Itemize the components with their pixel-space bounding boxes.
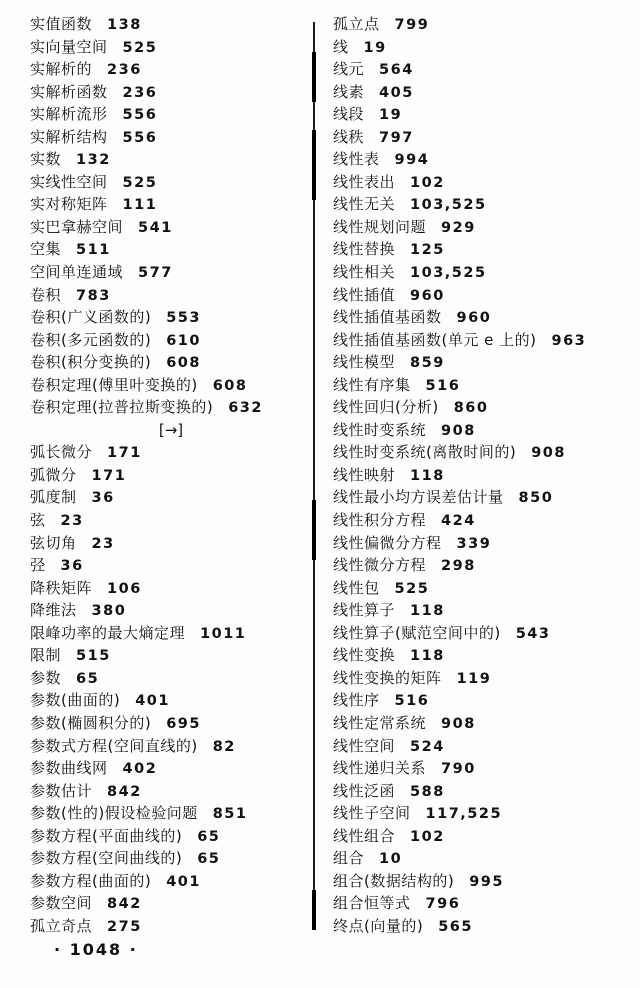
entry-term: 线元 (333, 60, 365, 79)
entry-page-number: 65 (197, 851, 221, 868)
entry-page-number: 380 (91, 603, 127, 620)
entry-term: 空间单连通域 (30, 263, 124, 282)
column-divider-line (313, 22, 315, 930)
index-entry (30, 238, 312, 261)
entry-term: 卷积定理(拉普拉斯变换的) (30, 398, 214, 417)
entry-term: 线性表出 (333, 172, 396, 191)
index-entry (333, 306, 633, 329)
entry-page-number: 541 (138, 219, 173, 236)
entry-term: 线 (333, 37, 349, 56)
entry-page-number: 65 (76, 670, 100, 687)
entry-term: 线性最小均方误差估计量 (333, 488, 504, 507)
entry-page-number: 405 (379, 84, 414, 101)
entry-term: 孤立点 (333, 15, 380, 33)
index-entry (30, 374, 312, 397)
index-entry (30, 193, 312, 216)
entry-term: 参数方程(平面曲线的) (30, 826, 183, 845)
index-entry (333, 441, 633, 464)
entry-page-number: 65 (197, 828, 221, 845)
index-entry (30, 644, 312, 667)
index-entry (30, 103, 312, 126)
entry-term: 线性表 (333, 150, 380, 169)
index-entry (30, 261, 312, 284)
index-entry (30, 126, 312, 149)
index-entry (333, 892, 633, 915)
index-entry (333, 193, 633, 216)
entry-term: 线性组合 (333, 826, 396, 845)
index-entry (30, 284, 312, 307)
entry-page-number: 171 (107, 445, 142, 462)
index-entry (333, 284, 633, 307)
index-entry (333, 847, 633, 870)
index-entry (333, 825, 633, 848)
entry-term: 线性微分方程 (333, 556, 427, 575)
index-entry (30, 825, 312, 848)
index-entry (333, 735, 633, 758)
entry-term: 限制 (30, 646, 62, 665)
index-entry (30, 915, 312, 938)
entry-term: 线性变换 (333, 646, 396, 665)
entry-page-number: 118 (410, 467, 445, 484)
entry-term: 参数方程(曲面的) (30, 871, 152, 890)
entry-page-number: 402 (122, 761, 158, 778)
entry-page-number: 908 (441, 422, 476, 439)
index-entry (333, 622, 633, 645)
index-entry (333, 374, 633, 397)
entry-page-number: 298 (441, 558, 476, 575)
entry-term: 实线性空间 (30, 172, 108, 191)
entry-term: 线性映射 (333, 465, 396, 484)
entry-page-number: 610 (166, 332, 201, 349)
entry-page-number: 842 (107, 896, 142, 913)
entry-page-number: 36 (91, 490, 115, 507)
entry-term: 终点(向量的) (333, 916, 424, 935)
index-entry (30, 689, 312, 712)
entry-page-number: 103,525 (410, 197, 487, 214)
entry-page-number: 118 (410, 603, 445, 620)
index-entry (333, 464, 633, 487)
entry-page-number: 543 (515, 625, 551, 642)
entry-term: 参数方程(空间曲线的) (30, 849, 183, 868)
entry-term: 限峰功率的最大熵定理 (30, 623, 186, 642)
entry-page-number: 19 (379, 107, 403, 124)
index-entry (333, 148, 633, 171)
entry-term: 线性相关 (333, 263, 396, 282)
index-entry (333, 509, 633, 532)
index-entry (333, 644, 633, 667)
entry-page-number: 960 (456, 310, 492, 327)
index-entry (30, 712, 312, 735)
entry-term: 线性积分方程 (333, 511, 427, 530)
index-entry (30, 599, 312, 622)
entry-term: 实解析流形 (30, 105, 108, 124)
entry-term: 线性空间 (333, 736, 396, 755)
entry-page-number: 516 (394, 693, 430, 710)
entry-term: 空集 (30, 240, 62, 259)
entry-page-number: 842 (107, 783, 142, 800)
index-entry (333, 802, 633, 825)
index-entry (333, 171, 633, 194)
divider-ink-blob (312, 130, 316, 200)
index-entry (333, 915, 633, 938)
entry-term: 实值函数 (30, 15, 93, 33)
entry-page-number: 565 (438, 918, 473, 935)
entry-term: 孤立奇点 (30, 916, 93, 935)
continuation-marker: [→] (158, 420, 184, 439)
entry-page-number: 960 (410, 287, 445, 304)
index-entry (333, 667, 633, 690)
entry-term: 线性插值 (333, 285, 396, 304)
entry-page-number: 908 (531, 445, 566, 462)
page-number-footer: · 1048 · (54, 940, 138, 959)
index-entry (30, 577, 312, 600)
index-entry (30, 306, 312, 329)
entry-term: 线性替换 (333, 240, 396, 259)
entry-term: 卷积(积分变换的) (30, 353, 152, 372)
index-entry (333, 554, 633, 577)
entry-page-number: 1011 (200, 625, 247, 642)
entry-page-number: 995 (469, 873, 504, 890)
entry-page-number: 102 (410, 174, 445, 191)
entry-page-number: 516 (425, 377, 461, 394)
index-column-left (30, 13, 312, 937)
entry-term: 线性回归(分析) (333, 398, 439, 417)
entry-term: 弦 (30, 511, 46, 530)
entry-term: 线性模型 (333, 353, 396, 372)
index-entry (30, 892, 312, 915)
index-entry (30, 486, 312, 509)
entry-page-number: 275 (107, 918, 142, 935)
entry-page-number: 138 (107, 17, 142, 33)
divider-ink-blob (312, 52, 316, 102)
entry-page-number: 339 (456, 535, 492, 552)
index-entry (333, 103, 633, 126)
entry-term: 线性算子 (333, 601, 396, 620)
entry-term: 参数估计 (30, 781, 93, 800)
entry-page-number: 850 (518, 490, 554, 507)
entry-page-number: 859 (410, 355, 445, 372)
entry-term: 弧度制 (30, 488, 77, 507)
entry-page-number: 608 (212, 377, 248, 394)
entry-term: 组合 (333, 849, 365, 868)
index-entry (333, 13, 633, 36)
entry-page-number: 236 (122, 84, 158, 101)
entry-term: 线段 (333, 105, 365, 124)
entry-page-number: 424 (441, 513, 476, 530)
index-entry (30, 509, 312, 532)
index-entry (333, 36, 633, 59)
index-entry (30, 847, 312, 870)
entry-page-number: 608 (166, 355, 201, 372)
entry-term: 参数 (30, 668, 62, 687)
entry-page-number: 797 (379, 129, 414, 146)
entry-page-number: 851 (212, 806, 248, 823)
index-entry (30, 667, 312, 690)
entry-term: 线性有序集 (333, 375, 411, 394)
index-entry (333, 689, 633, 712)
entry-page-number: 171 (91, 467, 127, 484)
index-entry (333, 81, 633, 104)
entry-page-number: 556 (122, 107, 158, 124)
index-entry (30, 148, 312, 171)
entry-term: 线性偏微分方程 (333, 533, 442, 552)
entry-page-number: 799 (394, 17, 430, 33)
entry-term: 线性插值基函数(单元 e 上的) (333, 330, 537, 349)
entry-page-number: 525 (122, 39, 158, 56)
index-entry (333, 712, 633, 735)
index-entry (30, 802, 312, 825)
index-entry (333, 126, 633, 149)
entry-page-number: 23 (60, 513, 84, 530)
entry-page-number: 125 (410, 242, 445, 259)
entry-term: 弧微分 (30, 465, 77, 484)
index-entry (30, 780, 312, 803)
entry-term: 线性时变系统(离散时间的) (333, 443, 517, 462)
index-entry (333, 238, 633, 261)
entry-page-number: 401 (166, 873, 201, 890)
entry-page-number: 19 (363, 39, 387, 56)
index-entry (30, 622, 312, 645)
index-entry (333, 351, 633, 374)
divider-ink-blob (312, 890, 316, 930)
entry-page-number: 632 (228, 400, 263, 417)
divider-ink-blob (312, 500, 316, 560)
entry-page-number: 783 (76, 287, 111, 304)
index-entry (333, 757, 633, 780)
entry-term: 降维法 (30, 601, 77, 620)
entry-term: 参数(性的)假设检验问题 (30, 804, 198, 823)
index-entry (333, 486, 633, 509)
entry-page-number: 929 (441, 219, 476, 236)
index-entry (333, 419, 633, 442)
entry-page-number: 994 (394, 152, 430, 169)
index-entry (30, 396, 312, 419)
entry-term: 参数式方程(空间直线的) (30, 736, 198, 755)
entry-page-number: 111 (122, 197, 158, 214)
index-entry (30, 81, 312, 104)
entry-term: 弪 (30, 556, 46, 575)
entry-page-number: 525 (122, 174, 158, 191)
entry-page-number: 790 (441, 761, 476, 778)
entry-term: 线性时变系统 (333, 420, 427, 439)
index-entry (333, 577, 633, 600)
index-entry (30, 870, 312, 893)
entry-page-number: 102 (410, 828, 445, 845)
entry-term: 组合恒等式 (333, 894, 411, 913)
entry-term: 弧长微分 (30, 443, 93, 462)
entry-page-number: 908 (441, 715, 476, 732)
entry-page-number: 564 (379, 62, 414, 79)
index-entry (30, 216, 312, 239)
entry-page-number: 236 (107, 62, 142, 79)
index-entry (30, 351, 312, 374)
entry-term: 线秩 (333, 127, 365, 146)
entry-page-number: 515 (76, 648, 111, 665)
entry-page-number: 103,525 (410, 265, 487, 282)
entry-page-number: 36 (60, 558, 84, 575)
entry-page-number: 796 (425, 896, 461, 913)
entry-page-number: 23 (91, 535, 115, 552)
entry-term: 线性算子(赋范空间中的) (333, 623, 501, 642)
entry-page-number: 82 (212, 738, 236, 755)
entry-page-number: 118 (410, 648, 445, 665)
entry-page-number: 10 (379, 851, 403, 868)
entry-page-number: 106 (107, 580, 142, 597)
entry-page-number: 117,525 (425, 806, 503, 823)
entry-term: 实解析函数 (30, 82, 108, 101)
index-entry (333, 216, 633, 239)
index-entry (333, 599, 633, 622)
entry-term: 参数(曲面的) (30, 691, 121, 710)
entry-term: 参数曲线网 (30, 759, 108, 778)
index-column-right (333, 13, 633, 937)
index-entry (30, 757, 312, 780)
index-entry (30, 464, 312, 487)
entry-term: 组合(数据结构的) (333, 871, 455, 890)
entry-term: 线性包 (333, 578, 380, 597)
entry-term: 卷积(多元函数的) (30, 330, 152, 349)
entry-page-number: 553 (166, 310, 201, 327)
entry-page-number: 556 (122, 129, 158, 146)
entry-page-number: 119 (456, 670, 492, 687)
entry-term: 线性规划问题 (333, 217, 427, 236)
entry-term: 卷积 (30, 285, 62, 304)
entry-term: 实巴拿赫空间 (30, 217, 124, 236)
entry-page-number: 401 (135, 693, 170, 710)
entry-term: 线性序 (333, 691, 380, 710)
entry-page-number: 860 (453, 400, 489, 417)
index-entry (333, 396, 633, 419)
entry-term: 线素 (333, 82, 365, 101)
entry-page-number: 577 (138, 265, 173, 282)
entry-term: 卷积(广义函数的) (30, 308, 152, 327)
index-entry (333, 329, 633, 352)
index-entry (30, 36, 312, 59)
entry-page-number: 695 (166, 715, 201, 732)
index-entry (30, 554, 312, 577)
entry-term: 线性子空间 (333, 804, 411, 823)
entry-term: 线性变换的矩阵 (333, 668, 442, 687)
index-entry (333, 870, 633, 893)
entry-term: 实数 (30, 150, 62, 169)
entry-term: 线性泛函 (333, 781, 396, 800)
entry-page-number: 511 (76, 242, 111, 259)
index-entry (333, 532, 633, 555)
entry-term: 实解析结构 (30, 127, 108, 146)
index-entry (30, 13, 312, 36)
index-entry (30, 329, 312, 352)
entry-term: 线性定常系统 (333, 713, 427, 732)
index-entry (30, 532, 312, 555)
index-entry (30, 735, 312, 758)
index-entry (30, 171, 312, 194)
entry-term: 线性递归关系 (333, 759, 427, 778)
entry-page-number: 524 (410, 738, 445, 755)
entry-page-number: 588 (410, 783, 445, 800)
entry-term: 降秩矩阵 (30, 578, 93, 597)
entry-page-number: 525 (394, 580, 430, 597)
entry-term: 弦切角 (30, 533, 77, 552)
index-entry (30, 58, 312, 81)
entry-term: 实对称矩阵 (30, 195, 108, 214)
entry-term: 参数(椭圆积分的) (30, 713, 152, 732)
index-entry (333, 58, 633, 81)
entry-term: 参数空间 (30, 894, 93, 913)
entry-term: 卷积定理(傅里叶变换的) (30, 375, 198, 394)
entry-term: 线性无关 (333, 195, 396, 214)
index-entry (30, 441, 312, 464)
entry-page-number: 132 (76, 152, 111, 169)
entry-term: 实解析的 (30, 60, 93, 79)
entry-term: 线性插值基函数 (333, 308, 442, 327)
entry-term: 实向量空间 (30, 37, 108, 56)
index-entry (333, 261, 633, 284)
index-entry (333, 780, 633, 803)
entry-page-number: 963 (551, 332, 587, 349)
